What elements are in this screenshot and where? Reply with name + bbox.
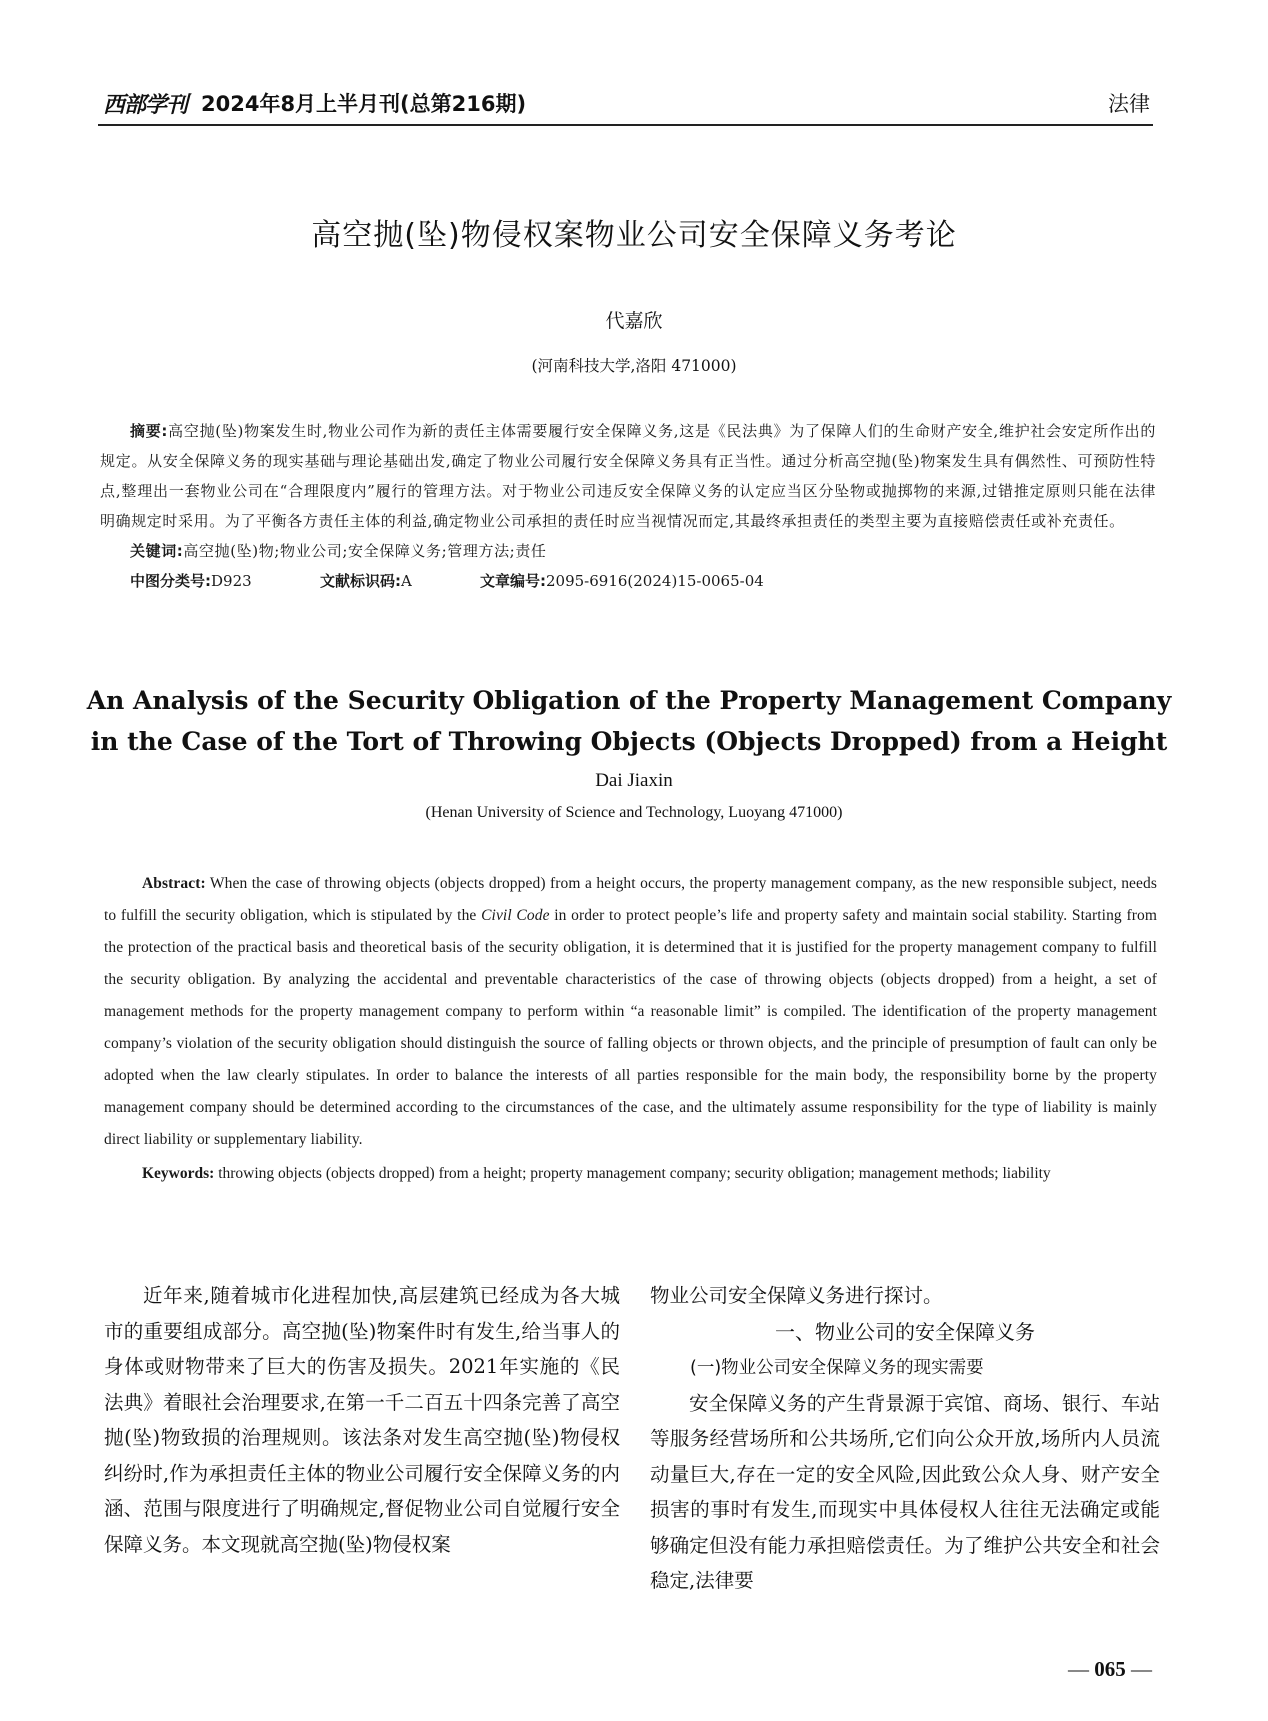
keywords-label-en: Keywords: bbox=[142, 1165, 215, 1182]
author-cn: 代嘉欣 bbox=[605, 310, 663, 332]
section-paragraph: 安全保障义务的产生背景源于宾馆、商场、银行、车站等服务经营场所和公共场所,它们向公众开放,场所内人员流动量巨大,存在一定的安全风险,因此致公众人身、财产安全损害的事时有发生,而现实中具体侵权人往往无法确定或能够确定但没有能力承担赔偿责任。为了维护公共安全和社会稳定,法律要 bbox=[650, 1391, 1160, 1592]
author-en: Dai Jiaxin bbox=[595, 770, 673, 791]
body-column-left bbox=[104, 1278, 620, 1562]
article-no-item bbox=[480, 566, 764, 596]
abstract-en-civil-code: Civil Code bbox=[481, 907, 550, 924]
running-header bbox=[103, 88, 1150, 124]
abstract-label-cn: 摘要: bbox=[130, 422, 169, 440]
clc-label: 中图分类号: bbox=[130, 572, 211, 590]
abstract-en-part2: in order to protect people’s life and property safety and maintain social stability. Starting from the protection of the practical basis and theoretical basis of the security obligation, it is determined that it is justified for the property management company to fulfill the security obligation. By analyzing the accidental and preventable characteristics of the case of throwing objects (objects dropped) from a height, a set of management methods for the property management company to perform within “a reasonable limit” is compiled. The identification of the property management company’s violation of the security obligation should distinguish the source of falling objects or thrown objects, and the principle of presumption of fault can only be adopted when the law clearly stipulates. In order to balance the interests of all parties responsible for the main body, the responsibility borne by the property management company should be determined according to the circumstances of the case, and the ultimately assume responsibility for the type of liability is mainly direct liability or supplementary liability. bbox=[104, 907, 1157, 1148]
abstract-label-en: Abstract: bbox=[142, 875, 206, 892]
doc-code-value: A bbox=[401, 572, 412, 590]
intro-continuation: 物业公司安全保障义务进行探讨。 bbox=[650, 1284, 943, 1307]
keywords-cn bbox=[100, 536, 1156, 566]
page-number-value: 065 bbox=[1094, 1657, 1126, 1681]
abstract-en-part1: When the case of throwing objects (objects dropped) from a height occurs, the property management company, as the new responsible subject, needs to fulfill the security obligation, which is stipulated by the bbox=[104, 875, 1157, 924]
article-no-value: 2095-6916(2024)15-0065-04 bbox=[546, 572, 764, 590]
article-no-label: 文章编号: bbox=[480, 572, 546, 590]
doc-code-item bbox=[320, 566, 480, 596]
keywords-label-cn: 关键词: bbox=[130, 542, 184, 560]
abstract-block-cn bbox=[100, 416, 1156, 596]
abstract-text-cn: 高空抛(坠)物案发生时,物业公司作为新的责任主体需要履行安全保障义务,这是《民法典》为了保障人们的生命财产安全,维护社会安定所作出的规定。从安全保障义务的现实基础与理论基础出发,确定了物业公司履行安全保障义务具有正当性。通过分析高空抛(坠)物案发生具有偶然性、可预防性特点,整理出一套物业公司在“合理限度内”履行的管理方法。对于物业公司违反安全保障义务的认定应当区分坠物或抛掷物的来源,过错推定原则只能在法律明确规定时采用。为了平衡各方责任主体的利益,确定物业公司承担的责任时应当视情况而定,其最终承担责任的类型主要为直接赔偿责任或补充责任。 bbox=[100, 422, 1156, 530]
issue-info: 2024年8月上半月刊(总第216期) bbox=[201, 92, 527, 116]
title-en-line1: An Analysis of the Security Obligation of the Property Management Company bbox=[86, 686, 1172, 715]
body-column-right bbox=[650, 1278, 1160, 1599]
affiliation-en: (Henan University of Science and Technology, Luoyang 471000) bbox=[425, 804, 843, 821]
section-heading: 一、物业公司的安全保障义务 bbox=[775, 1319, 1035, 1344]
journal-logo: 西部学刊 bbox=[103, 92, 188, 118]
title-en-line2: in the Case of the Tort of Throwing Objects (Objects Dropped) from a Height bbox=[90, 727, 1168, 756]
abstract-en bbox=[104, 868, 1157, 1156]
classification-line bbox=[100, 566, 1156, 596]
article-title-cn: 高空抛(坠)物侵权案物业公司安全保障义务考论 bbox=[311, 218, 957, 253]
doc-code-label: 文献标识码: bbox=[320, 572, 401, 590]
abstract-cn bbox=[100, 416, 1156, 536]
keywords-en bbox=[104, 1158, 1157, 1190]
keywords-text-en: throwing objects (objects dropped) from a height; property management company; security obligation; management methods; liability bbox=[218, 1165, 1051, 1182]
section-name: 法律 bbox=[1108, 92, 1150, 116]
page-number: — 065 — bbox=[1068, 1657, 1152, 1681]
keywords-text-cn: 高空抛(坠)物;物业公司;安全保障义务;管理方法;责任 bbox=[183, 542, 547, 560]
affiliation-cn: (河南科技大学,洛阳 471000) bbox=[531, 357, 737, 375]
subsection-heading: (一)物业公司安全保障义务的现实需要 bbox=[690, 1357, 984, 1378]
clc-item bbox=[130, 566, 320, 596]
abstract-block-en bbox=[104, 868, 1157, 1190]
header-rule bbox=[98, 124, 1153, 126]
article-title-en bbox=[80, 680, 1178, 762]
intro-paragraph: 近年来,随着城市化进程加快,高层建筑已经成为各大城市的重要组成部分。高空抛(坠)物案件时有发生,给当事人的身体或财物带来了巨大的伤害及损失。2021年实施的《民法典》着眼社会治理要求,在第一千二百五十四条完善了高空抛(坠)物致损的治理规则。该法条对发生高空抛(坠)物侵权纠纷时,作为承担责任主体的物业公司履行安全保障义务的内涵、范围与限度进行了明确规定,督促物业公司自觉履行安全保障义务。本文现就高空抛(坠)物侵权案 bbox=[104, 1284, 620, 1556]
clc-value: D923 bbox=[211, 572, 252, 590]
